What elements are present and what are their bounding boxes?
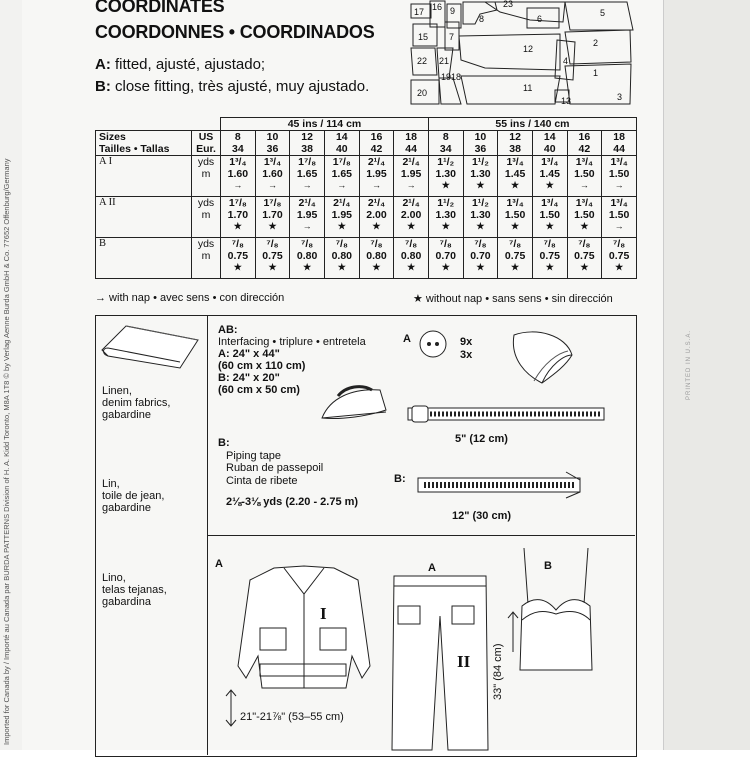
yds-unit: yds xyxy=(197,238,215,250)
amount-m: 1.95 xyxy=(366,168,387,180)
amount-yds: 1¹/₂ xyxy=(471,156,489,168)
zipper-short-icon xyxy=(408,402,608,426)
amount-m: 1.50 xyxy=(574,209,595,221)
amount-m: 0.70 xyxy=(470,250,491,262)
nap-mark: → xyxy=(337,180,347,190)
amount-yds: 2¹/₄ xyxy=(402,197,420,209)
yardage-cell xyxy=(428,197,463,238)
piece-5: 5 xyxy=(600,8,606,18)
fabric-text: Lino, xyxy=(102,572,126,584)
yardage-cell xyxy=(567,238,602,279)
camisole-illustration xyxy=(514,548,596,670)
size-header xyxy=(498,131,533,156)
amount-m: 0.75 xyxy=(539,250,560,262)
eur-size: 38 xyxy=(301,143,313,155)
nap-mark: ★ xyxy=(476,221,485,231)
nap-mark: ★ xyxy=(511,180,520,190)
top-length: 33" (84 cm) xyxy=(492,643,504,700)
size-header xyxy=(255,131,290,156)
nap-mark: ★ xyxy=(268,262,277,272)
m-unit: m xyxy=(201,168,211,180)
piece-11: 11 xyxy=(523,83,533,93)
eur-size: 36 xyxy=(266,143,279,155)
zip-long-view-label: B: xyxy=(394,473,406,485)
nap-mark: ★ xyxy=(303,262,312,272)
yardage-cell xyxy=(602,197,637,238)
yardage-cell xyxy=(463,156,498,197)
amount-m: 1.60 xyxy=(262,168,283,180)
nap-mark: → xyxy=(614,180,624,190)
amount-yds: ⁷/₈ xyxy=(335,238,348,250)
fabric-list-fr xyxy=(102,478,202,514)
amount-m: 1.95 xyxy=(331,209,353,221)
amount-m: 0.80 xyxy=(366,250,387,262)
eur-size: 42 xyxy=(370,143,383,155)
yardage-cell xyxy=(324,238,359,279)
m-unit: m xyxy=(201,209,211,221)
amount-m: 1.30 xyxy=(470,209,491,221)
amount-m: 1.50 xyxy=(608,168,630,180)
nap-mark: ★ xyxy=(372,262,381,272)
piping-en: Piping tape xyxy=(226,449,282,462)
amount-m: 1.65 xyxy=(331,168,353,180)
eur-size: 44 xyxy=(613,143,625,155)
amount-yds: 1¹/₂ xyxy=(437,197,455,209)
yardage-cell xyxy=(221,238,256,279)
yardage-cell xyxy=(532,156,567,197)
interfacing-b-metric: (60 cm x 50 cm) xyxy=(218,384,300,396)
amount-m: 1.70 xyxy=(262,209,283,221)
title-coordonnes: COORDONNES • COORDINADOS xyxy=(95,22,375,42)
eur-size: 38 xyxy=(509,143,521,155)
ab-label: AB: xyxy=(218,324,238,336)
yardage-cell xyxy=(255,197,290,238)
nap-mark: ★ xyxy=(268,221,277,231)
eur-size: 44 xyxy=(405,143,417,155)
amount-yds: ⁷/₈ xyxy=(508,238,522,250)
piece-16: 16 xyxy=(432,2,443,12)
eur-size: 34 xyxy=(231,143,244,155)
pants-view-label: A xyxy=(428,562,436,574)
eur-label: Eur. xyxy=(196,143,216,155)
amount-yds: 1¹/₂ xyxy=(437,156,455,168)
yardage-cell xyxy=(532,238,567,279)
piping-notes xyxy=(218,437,386,509)
amount-yds: 2¹/₄ xyxy=(402,156,420,168)
piping-es: Cinta de ribete xyxy=(226,474,298,487)
amount-m: 0.75 xyxy=(262,250,283,262)
yardage-cell xyxy=(324,197,359,238)
piece-15: 15 xyxy=(418,32,429,42)
amount-m: 1.95 xyxy=(296,209,318,221)
title-coordinates: COORDINATES xyxy=(95,0,225,16)
amount-yds: 2¹/₄ xyxy=(333,197,351,209)
amount-yds: ⁷/₈ xyxy=(231,238,244,250)
amount-yds: ⁷/₈ xyxy=(543,238,556,250)
size-header xyxy=(290,131,325,156)
amount-yds: 1⁷/₈ xyxy=(332,156,351,168)
yardage-cell xyxy=(359,197,394,238)
nap-mark: ★ xyxy=(476,180,485,190)
amount-yds: 1⁷/₈ xyxy=(228,197,247,209)
size-header xyxy=(359,131,394,156)
nap-mark: ★ xyxy=(580,221,589,231)
with-nap-note: → with nap • avec sens • con dirección xyxy=(95,292,285,304)
yardage-cell xyxy=(290,238,325,279)
interfacing-a-size: A: 24" x 44" xyxy=(218,348,280,360)
zip-long-length: 12" (30 cm) xyxy=(452,510,512,522)
amount-yds: ⁷/₈ xyxy=(474,238,487,250)
amount-m: 1.50 xyxy=(539,209,560,221)
yardage-cell xyxy=(394,197,429,238)
amount-m: 0.75 xyxy=(227,250,249,262)
envelope-edge xyxy=(663,0,750,750)
fabric-text: Linen, xyxy=(102,385,132,397)
yardage-table xyxy=(95,117,637,279)
b-label: B: xyxy=(218,437,230,449)
piece-19: 19 xyxy=(441,72,452,82)
piece-18: 18 xyxy=(451,72,462,82)
nap-mark: ★ xyxy=(580,262,589,272)
yardage-cell xyxy=(221,197,256,238)
amount-m: 1.60 xyxy=(227,168,249,180)
without-nap-note: ★ without nap • sans sens • sin dirección xyxy=(413,293,613,305)
amount-yds: ⁷/₈ xyxy=(370,238,383,250)
piece-4: 4 xyxy=(563,56,569,66)
amount-m: 1.50 xyxy=(574,168,595,180)
amount-yds: ⁷/₈ xyxy=(578,238,591,250)
yardage-cell xyxy=(324,156,359,197)
amount-m: 0.80 xyxy=(400,250,422,262)
yardage-cell xyxy=(463,238,498,279)
nap-mark: ★ xyxy=(407,221,416,231)
zipper-long-icon xyxy=(416,470,586,500)
fabric-text: telas tejanas, xyxy=(102,584,167,596)
yardage-cell xyxy=(394,156,429,197)
yardage-cell xyxy=(498,197,533,238)
amount-m: 1.30 xyxy=(470,168,491,180)
amount-m: 0.70 xyxy=(435,250,456,262)
piping-amount: 2⅛-3⅛ yds (2.20 - 2.75 m) xyxy=(226,496,359,508)
fit-b-key: B: xyxy=(95,78,111,95)
unit-cell xyxy=(192,156,221,197)
yardage-cell xyxy=(463,197,498,238)
us-size: 10 xyxy=(474,131,487,143)
nap-mark: ★ xyxy=(233,262,242,272)
amount-yds: 1³/₄ xyxy=(229,156,247,168)
yardage-cell xyxy=(498,238,533,279)
us-label: US xyxy=(198,131,214,143)
view-label: A II xyxy=(96,197,192,238)
width-45-header: 45 ins / 114 cm xyxy=(221,118,429,131)
us-size: 8 xyxy=(234,131,241,143)
size-system-cell xyxy=(192,131,221,156)
amount-m: 1.50 xyxy=(504,209,526,221)
piece-9: 9 xyxy=(450,6,456,16)
amount-yds: 1³/₄ xyxy=(541,197,559,209)
amount-m: 1.50 xyxy=(608,209,630,221)
table-row xyxy=(96,118,637,131)
nap-mark: ★ xyxy=(476,262,485,272)
amount-yds: 1³/₄ xyxy=(263,156,282,168)
amount-m: 1.65 xyxy=(296,168,318,180)
divider xyxy=(207,535,635,536)
unit-cell xyxy=(192,197,221,238)
jacket-view-label: A xyxy=(215,558,223,570)
nap-mark: ★ xyxy=(337,221,346,231)
jacket-illustration xyxy=(232,566,382,690)
nap-mark: ★ xyxy=(441,180,450,190)
table-row xyxy=(96,156,637,197)
nap-mark: ★ xyxy=(511,262,520,272)
m-unit: m xyxy=(201,250,211,262)
yardage-cell xyxy=(567,197,602,238)
yardage-cell xyxy=(428,238,463,279)
yardage-cell xyxy=(532,197,567,238)
interfacing-label: Interfacing • triplure • entretela xyxy=(218,336,366,348)
amount-m: 1.45 xyxy=(504,168,526,180)
unit-cell xyxy=(192,238,221,279)
fit-a-key: A: xyxy=(95,56,111,73)
jacket-length: 21"-21⅞" (53–55 cm) xyxy=(240,711,344,723)
printed-stamp: PRINTED IN U.S.A. xyxy=(686,330,692,401)
table-row xyxy=(96,238,637,279)
amount-m: 2.00 xyxy=(366,209,387,221)
eur-size: 42 xyxy=(578,143,591,155)
nap-mark: ★ xyxy=(337,262,346,272)
amount-yds: ⁷/₈ xyxy=(301,238,314,250)
top-length-arrow xyxy=(508,612,518,652)
fabric-bolt-illustration xyxy=(100,322,204,372)
amount-yds: 1¹/₂ xyxy=(471,197,489,209)
us-size: 16 xyxy=(370,131,383,143)
pattern-pieces-diagram xyxy=(405,0,633,108)
size-header xyxy=(532,131,567,156)
view-label: A I xyxy=(96,156,192,197)
piece-17: 17 xyxy=(414,7,425,17)
yardage-cell xyxy=(428,156,463,197)
yardage-cell xyxy=(498,156,533,197)
amount-yds: 1³/₄ xyxy=(575,156,594,168)
jacket-view-number: I xyxy=(320,604,327,623)
piece-2: 2 xyxy=(593,38,599,48)
amount-m: 1.95 xyxy=(400,168,422,180)
nap-mark: ★ xyxy=(545,180,554,190)
amount-m: 1.45 xyxy=(539,168,560,180)
nap-mark: ★ xyxy=(511,221,520,231)
fit-line-a xyxy=(95,56,265,73)
us-size: 16 xyxy=(578,131,591,143)
yardage-cell xyxy=(359,156,394,197)
piece-8: 8 xyxy=(479,14,485,24)
amount-yds: 1³/₄ xyxy=(541,156,559,168)
yardage-cell xyxy=(221,156,256,197)
amount-yds: 1³/₄ xyxy=(506,197,524,209)
fit-a-text: fitted, ajusté, ajustado; xyxy=(110,56,266,73)
nap-mark: ★ xyxy=(441,221,450,231)
amount-yds: ⁷/₈ xyxy=(266,238,279,250)
nap-mark: → xyxy=(267,180,277,190)
us-size: 18 xyxy=(405,131,417,143)
us-size: 12 xyxy=(509,131,521,143)
us-size: 14 xyxy=(335,131,348,143)
amount-m: 1.70 xyxy=(227,209,249,221)
nap-mark: → xyxy=(579,180,589,190)
yardage-cell xyxy=(255,238,290,279)
size-header xyxy=(221,131,256,156)
fabric-text: gabardine xyxy=(102,502,151,514)
yardage-cell xyxy=(394,238,429,279)
piece-1: 1 xyxy=(593,68,599,78)
size-header xyxy=(394,131,429,156)
fabric-text: toile de jean, xyxy=(102,490,165,502)
interfacing-a-metric: (60 cm x 110 cm) xyxy=(218,360,306,372)
amount-yds: ⁷/₈ xyxy=(439,238,452,250)
amount-yds: ⁷/₈ xyxy=(613,238,626,250)
table-row xyxy=(96,197,637,238)
piece-6: 6 xyxy=(537,14,543,24)
sizes-label: Sizes xyxy=(99,131,126,143)
sizes-label-cell xyxy=(96,131,192,156)
view-label: B xyxy=(96,238,192,279)
table-row xyxy=(96,131,637,156)
size-header xyxy=(602,131,637,156)
size-header xyxy=(463,131,498,156)
piece-13: 13 xyxy=(561,96,572,106)
fit-b-text: close fitting, très ajusté, muy ajustado. xyxy=(110,78,370,95)
fabric-text: denim fabrics, xyxy=(102,397,171,409)
amount-yds: 2¹/₄ xyxy=(367,156,386,168)
button-icon xyxy=(418,329,448,359)
button-view-label: A xyxy=(403,333,411,345)
amount-m: 2.00 xyxy=(400,209,422,221)
us-size: 8 xyxy=(442,131,449,143)
amount-yds: 2¹/₄ xyxy=(367,197,386,209)
yardage-cell xyxy=(359,238,394,279)
amount-yds: 1⁷/₈ xyxy=(263,197,282,209)
size-header xyxy=(428,131,463,156)
top-view-label: B xyxy=(544,560,552,572)
left-margin xyxy=(0,0,22,750)
yardage-cell xyxy=(602,238,637,279)
amount-m: 0.80 xyxy=(331,250,353,262)
amount-yds: 1³/₄ xyxy=(610,156,628,168)
eur-size: 34 xyxy=(439,143,452,155)
nap-mark: → xyxy=(406,180,416,190)
amount-yds: ⁷/₈ xyxy=(405,238,418,250)
piece-3: 3 xyxy=(617,92,623,102)
yardage-cell xyxy=(567,156,602,197)
amount-yds: 1³/₄ xyxy=(610,197,628,209)
amount-yds: 1³/₄ xyxy=(506,156,524,168)
eur-size: 36 xyxy=(474,143,487,155)
fabric-text: Lin, xyxy=(102,478,120,490)
amount-m: 0.75 xyxy=(574,250,595,262)
button-qty-1: 9x xyxy=(460,336,473,348)
nap-mark: ★ xyxy=(441,262,450,272)
yardage-cell xyxy=(602,156,637,197)
eur-size: 40 xyxy=(335,143,348,155)
size-header xyxy=(567,131,602,156)
us-size: 10 xyxy=(266,131,279,143)
tailles-label: Tailles • Tallas xyxy=(99,143,170,155)
amount-yds: 1⁷/₈ xyxy=(298,156,317,168)
us-size: 12 xyxy=(301,131,313,143)
publisher-credit: Imported for Canada by / Importé au Canada par BURDA PATTERNS Division of H. A. Kidd Toronto, M8A 1T8 © by Verlag Aenne Burda GmbH & Co. 77652 Offenburg/Germany xyxy=(2,158,11,745)
yds-unit: yds xyxy=(197,156,215,168)
fabric-text: gabardina xyxy=(102,596,151,608)
fabric-text: gabardine xyxy=(102,409,151,421)
nap-mark: ★ xyxy=(545,262,554,272)
size-header xyxy=(324,131,359,156)
amount-m: 0.75 xyxy=(504,250,526,262)
pants-illustration xyxy=(390,576,490,750)
piece-12: 12 xyxy=(523,44,534,54)
piece-23: 23 xyxy=(503,0,514,9)
amount-yds: 1³/₄ xyxy=(575,197,594,209)
button-qty-2: 3x xyxy=(460,349,473,361)
piece-7: 7 xyxy=(449,32,455,42)
piping-fr: Ruban de passepoil xyxy=(226,462,324,474)
piece-22: 22 xyxy=(417,56,428,66)
zip-short-length: 5" (12 cm) xyxy=(455,433,508,445)
amount-m: 0.75 xyxy=(608,250,630,262)
piece-20: 20 xyxy=(417,88,428,98)
us-size: 14 xyxy=(543,131,556,143)
shoulder-pad-icon xyxy=(506,325,576,387)
nap-mark: ★ xyxy=(615,262,624,272)
fit-line-b xyxy=(95,78,369,95)
piece-21: 21 xyxy=(439,56,450,66)
yardage-cell xyxy=(255,156,290,197)
nap-mark: ★ xyxy=(233,221,242,231)
amount-m: 1.30 xyxy=(435,209,456,221)
nap-mark: → xyxy=(302,180,312,190)
jacket-length-arrow xyxy=(226,690,236,726)
nap-mark: → xyxy=(302,221,312,231)
pants-view-number: II xyxy=(457,652,471,671)
fabric-list-es xyxy=(102,572,202,608)
yardage-cell xyxy=(290,197,325,238)
width-55-header: 55 ins / 140 cm xyxy=(428,118,636,131)
nap-mark: → xyxy=(233,180,243,190)
amount-m: 0.80 xyxy=(296,250,318,262)
amount-m: 1.30 xyxy=(435,168,456,180)
nap-mark: → xyxy=(614,221,624,231)
fabric-list-en xyxy=(102,385,202,421)
yds-unit: yds xyxy=(197,197,215,209)
nap-mark: ★ xyxy=(407,262,416,272)
iron-icon xyxy=(318,382,390,422)
amount-yds: 2¹/₄ xyxy=(298,197,316,209)
eur-size: 40 xyxy=(543,143,556,155)
nap-mark: ★ xyxy=(545,221,554,231)
yardage-cell xyxy=(290,156,325,197)
interfacing-b-size: B: 24" x 20" xyxy=(218,372,280,384)
nap-mark: ★ xyxy=(372,221,381,231)
nap-mark: → xyxy=(371,180,381,190)
us-size: 18 xyxy=(613,131,625,143)
